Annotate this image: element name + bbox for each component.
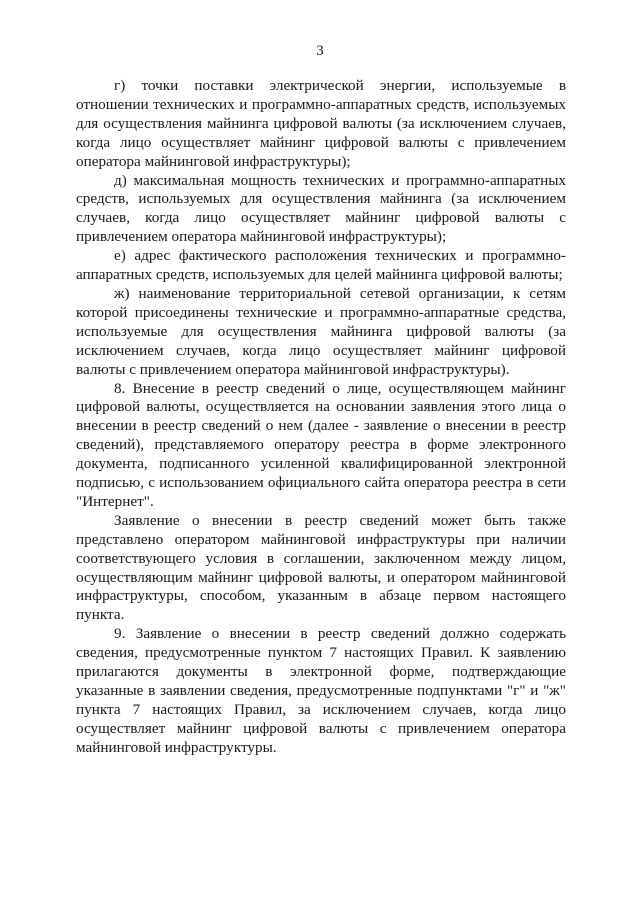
paragraph-clause-9: 9. Заявление о внесении в реестр сведений должно содержать сведения, предусмотренные пунктом 7 настоящих Правил. К заявлению прилагаются документы в электронной форме, подтверждающие указанные в заявлении сведения, предусмотренные подпунктами "г" и "ж" пункта 7 настоящих Правил, за исключением случаев, когда лицо осуществляет майнинг цифровой валюты с привлечением оператора майнинговой инфраструктуры. (76, 625, 566, 756)
document-body (76, 77, 566, 758)
paragraph-item-zh: ж) наименование территориальной сетевой организации, к сетям которой присоединены технические и программно-аппаратные средства, используемые для осуществления майнинга цифровой валюты (за исключением случаев, когда лицо осуществляет майнинг цифровой валюты с привлечением оператора майнинговой инфраструктуры). (76, 284, 566, 378)
paragraph-item-e: е) адрес фактического расположения технических и программно-аппаратных средств, используемых для целей майнинга цифровой валюты; (76, 247, 566, 284)
page-number: 3 (316, 43, 324, 59)
paragraph-item-d: д) максимальная мощность технических и программно-аппаратных средств, используемых для осуществления майнинга (за исключением случаев, когда лицо осуществляет майнинг цифровой валюты с привлечением оператора майнинговой инфраструктуры); (76, 171, 566, 246)
paragraph-item-g: г) точки поставки электрической энергии, используемые в отношении технических и программно-аппаратных средств, используемых для осуществления майнинга цифровой валюты (за исключением случаев, когда лицо осуществляет майнинг цифровой валюты с привлечением оператора майнинговой инфраструктуры); (76, 77, 566, 170)
paragraph-clause-8: 8. Внесение в реестр сведений о лице, осуществляющем майнинг цифровой валюты, осуществляется на основании заявления этого лица о внесении в реестр сведений о нем (далее - заявление о внесении в реестр сведений), представляемого оператору реестра в форме электронного документа, подписанного усиленной квалифицированной электронной подписью, с использованием официального сайта оператора реестра в сети "Интернет". (76, 379, 566, 510)
paragraph-clause-8-second: Заявление о внесении в реестр сведений может быть также представлено оператором майнинговой инфраструктуры при наличии соответствующего условия в соглашении, заключенном между лицом, осуществляющим майнинг цифровой валюты, и оператором майнинговой инфраструктуры, способом, указанным в абзаце первом настоящего пункта. (76, 511, 566, 624)
